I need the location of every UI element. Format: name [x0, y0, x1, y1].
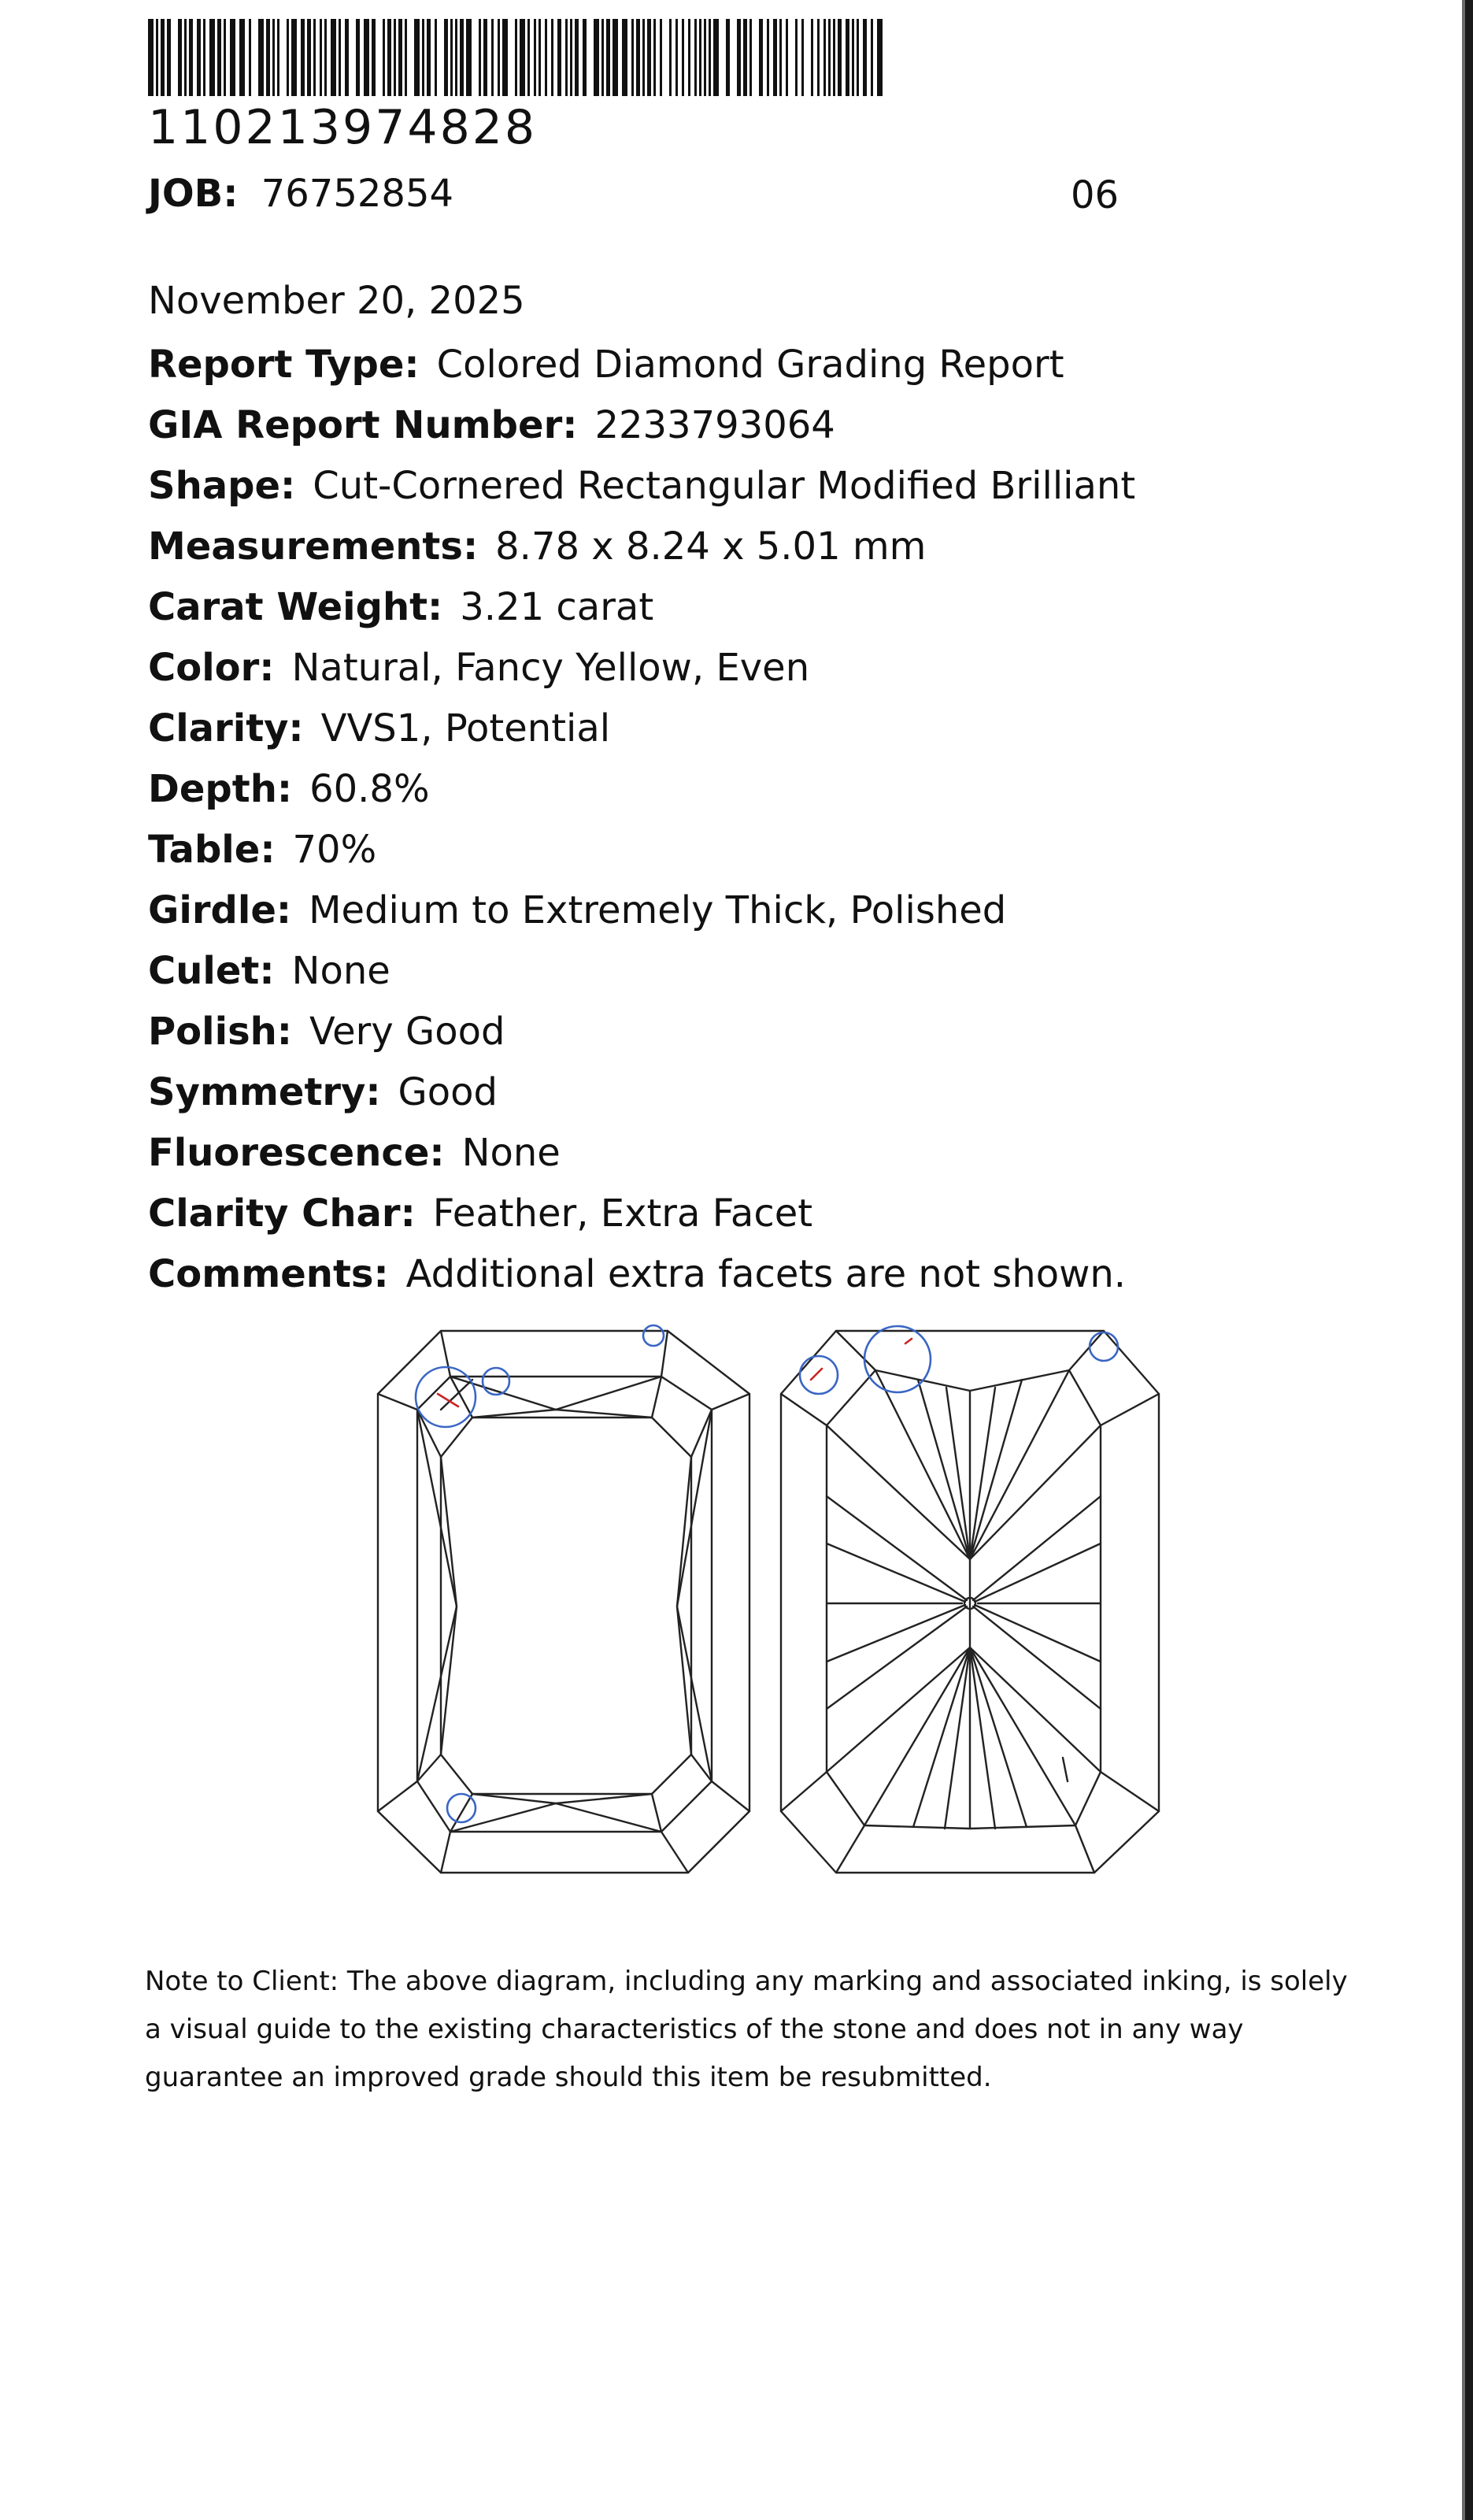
barcode-bar [833, 19, 835, 96]
extra-facet-marking-circle [447, 1794, 476, 1822]
barcode-bar [694, 19, 697, 96]
field-clarity-char [148, 1184, 1135, 1245]
field-fluorescence [148, 1124, 1135, 1184]
barcode-bar [773, 19, 777, 96]
barcode-bar [427, 19, 431, 96]
job-row [148, 170, 453, 217]
barcode-bar [726, 19, 730, 96]
clarity-markings [416, 1325, 1118, 1822]
clarity-plot-diagram [370, 1315, 1173, 1890]
field-value: 60.8% [309, 767, 430, 811]
field-value: Feather, Extra Facet [432, 1191, 813, 1236]
field-symmetry [148, 1063, 1135, 1124]
note-line: guarantee an improved grade should this item be resubmitted. [145, 2062, 992, 2093]
field-value: VVS1, Potential [320, 706, 611, 750]
barcode-bar [565, 19, 568, 96]
barcode-bar [209, 19, 215, 96]
field-label: Comments: [148, 1252, 389, 1296]
feather-marking-circle [416, 1367, 476, 1427]
barcode-bar [846, 19, 849, 96]
barcode-bar [266, 19, 270, 96]
field-color [148, 639, 1135, 699]
barcode-bar [498, 19, 500, 96]
field-label: Symmetry: [148, 1070, 381, 1114]
field-label: Table: [148, 828, 276, 872]
barcode-bar [570, 19, 572, 96]
barcode-bar [394, 19, 396, 96]
barcode-bar [324, 19, 327, 96]
barcode-bar [527, 19, 530, 96]
field-label: Measurements: [148, 524, 479, 569]
barcode-bar [422, 19, 424, 96]
barcode-bar [545, 19, 547, 96]
extra-facet-marking-circle [1090, 1332, 1118, 1361]
barcode-bar [779, 19, 782, 96]
barcode-bar [534, 19, 536, 96]
field-value: 2233793064 [594, 403, 835, 447]
barcode-bar [557, 19, 561, 96]
barcode-bar [601, 19, 604, 96]
barcode-bar [606, 19, 610, 96]
barcode-bar [178, 19, 182, 96]
barcode-bar [203, 19, 205, 96]
barcode-bar [767, 19, 769, 96]
barcode-bar [444, 19, 448, 96]
report-date: November 20, 2025 [148, 279, 525, 323]
field-measurements [148, 517, 1135, 578]
field-report-type [148, 335, 1135, 396]
barcode-bar [682, 19, 684, 96]
field-label: Report Type: [148, 343, 420, 387]
note-line: Note to Client: The above diagram, including any marking and associated inking, is solely [145, 1966, 1348, 1997]
barcode-bar [688, 19, 690, 96]
barcode-bar [852, 19, 854, 96]
barcode-bar [863, 19, 867, 96]
barcode-bar [515, 19, 517, 96]
job-label: JOB: [148, 172, 239, 216]
barcode-bar [795, 19, 798, 96]
field-label: Polish: [148, 1010, 292, 1054]
barcode-bar [660, 19, 662, 96]
field-depth [148, 760, 1135, 821]
barcode-bar [817, 19, 820, 96]
barcode-bar [197, 19, 201, 96]
barcode-bar [520, 19, 525, 96]
barcode-bar [669, 19, 672, 96]
barcode-image [148, 19, 883, 96]
barcode-bar [594, 19, 599, 96]
field-polish [148, 1002, 1135, 1063]
field-girdle [148, 881, 1135, 942]
barcode-bar [823, 19, 826, 96]
barcode-bar [460, 19, 464, 96]
barcode-bar [466, 19, 472, 96]
barcode-bar [414, 19, 420, 96]
barcode-bar [239, 19, 245, 96]
field-value: 70% [292, 828, 377, 872]
field-label: Clarity Char: [148, 1191, 416, 1236]
barcode-bar [613, 19, 618, 96]
barcode-bar [631, 19, 634, 96]
barcode-bar [622, 19, 627, 96]
barcode-bar [877, 19, 883, 96]
field-value: Additional extra facets are not shown. [405, 1252, 1127, 1296]
barcode-bar [583, 19, 587, 96]
extra-facet-marking-circle [800, 1356, 838, 1394]
field-carat-weight [148, 578, 1135, 639]
barcode-bar [372, 19, 376, 96]
barcode-bar [704, 19, 706, 96]
barcode-bar [156, 19, 158, 96]
field-value: None [291, 949, 390, 993]
barcode-bar [167, 19, 171, 96]
barcode-bar [356, 19, 360, 96]
field-value: Colored Diamond Grading Report [436, 343, 1064, 387]
barcode-bar [364, 19, 369, 96]
barcode-bar [339, 19, 341, 96]
barcode-bar [749, 19, 752, 96]
barcode-bar [838, 19, 842, 96]
barcode-bar [320, 19, 322, 96]
barcode-bar [189, 19, 193, 96]
field-comments [148, 1245, 1135, 1306]
field-label: Depth: [148, 767, 293, 811]
field-value: None [461, 1131, 561, 1175]
barcode-bar [217, 19, 221, 96]
note-line: a visual guide to the existing characteristics of the stone and does not in any way [145, 2014, 1244, 2045]
feather-marking-circle [864, 1326, 931, 1392]
barcode-bar [857, 19, 859, 96]
field-label: Fluorescence: [148, 1131, 445, 1175]
barcode-bar [479, 19, 481, 96]
barcode-bar [258, 19, 264, 96]
crown-view-diagram [378, 1331, 749, 1873]
field-value: Very Good [309, 1010, 505, 1054]
field-value: Good [398, 1070, 498, 1114]
barcode-bar [811, 19, 813, 96]
barcode-bar [538, 19, 541, 96]
feather-mark [811, 1369, 822, 1380]
barcode-bar [713, 19, 719, 96]
extra-facet-marking-circle [643, 1325, 664, 1346]
barcode-bar [230, 19, 235, 96]
barcode-bar [801, 19, 804, 96]
barcode-bar [653, 19, 656, 96]
barcode-bar [184, 19, 187, 96]
job-number: 76752854 [261, 172, 454, 216]
barcode-bar [148, 19, 154, 96]
barcode-bar [405, 19, 407, 96]
barcode-bar [287, 19, 289, 96]
barcode-bar [224, 19, 226, 96]
note-to-client [145, 1958, 1373, 2102]
barcode-bar [161, 19, 165, 96]
field-label: Shape: [148, 464, 296, 508]
barcode-bar [502, 19, 508, 96]
barcode-bar [387, 19, 391, 96]
barcode-bar [331, 19, 336, 96]
barcode-bar [307, 19, 311, 96]
barcode-bar [743, 19, 747, 96]
field-label: GIA Report Number: [148, 403, 578, 447]
barcode-bar [786, 19, 788, 96]
barcode-bar [551, 19, 553, 96]
field-value: 8.78 x 8.24 x 5.01 mm [495, 524, 927, 569]
field-clarity [148, 699, 1135, 760]
barcode-bar [675, 19, 678, 96]
barcode-bar [491, 19, 494, 96]
barcode-bar [871, 19, 873, 96]
feather-mark [905, 1339, 912, 1343]
barcode-bar [647, 19, 651, 96]
pavilion-view-diagram [781, 1331, 1159, 1873]
report-fields [148, 335, 1135, 1306]
barcode-bar [277, 19, 279, 96]
field-value: Medium to Extremely Thick, Polished [309, 888, 1007, 932]
field-label: Girdle: [148, 888, 292, 932]
barcode-bar [291, 19, 297, 96]
field-label: Culet: [148, 949, 275, 993]
field-label: Color: [148, 646, 275, 690]
barcode-bar [759, 19, 763, 96]
barcode-bar [575, 19, 579, 96]
barcode-number: 110213974828 [148, 100, 538, 155]
barcode-bar [737, 19, 741, 96]
job-code: 06 [1071, 173, 1120, 217]
barcode-bar [483, 19, 487, 96]
barcode-bar [272, 19, 275, 96]
field-gia-report-number [148, 396, 1135, 457]
barcode-bar [249, 19, 251, 96]
field-label: Carat Weight: [148, 585, 443, 629]
barcode-bar [642, 19, 645, 96]
barcode-bar [345, 19, 349, 96]
barcode-bar [636, 19, 640, 96]
field-culet [148, 942, 1135, 1002]
barcode-bar [398, 19, 402, 96]
red-inclusion-marks [438, 1339, 912, 1406]
barcode-bar [313, 19, 316, 96]
barcode-bar [383, 19, 385, 96]
field-value: Cut-Cornered Rectangular Modified Brilliant [313, 464, 1136, 508]
field-label: Clarity: [148, 706, 304, 750]
barcode-bar [450, 19, 453, 96]
field-shape [148, 457, 1135, 517]
field-value: 3.21 carat [460, 585, 654, 629]
scanned-page-edge [1465, 0, 1473, 2520]
barcode-bar [709, 19, 711, 96]
barcode-bar [699, 19, 701, 96]
barcode-bar [455, 19, 457, 96]
barcode-bar [828, 19, 831, 96]
barcode-bar [301, 19, 305, 96]
field-table [148, 821, 1135, 881]
field-value: Natural, Fancy Yellow, Even [291, 646, 810, 690]
barcode-bar [435, 19, 437, 96]
